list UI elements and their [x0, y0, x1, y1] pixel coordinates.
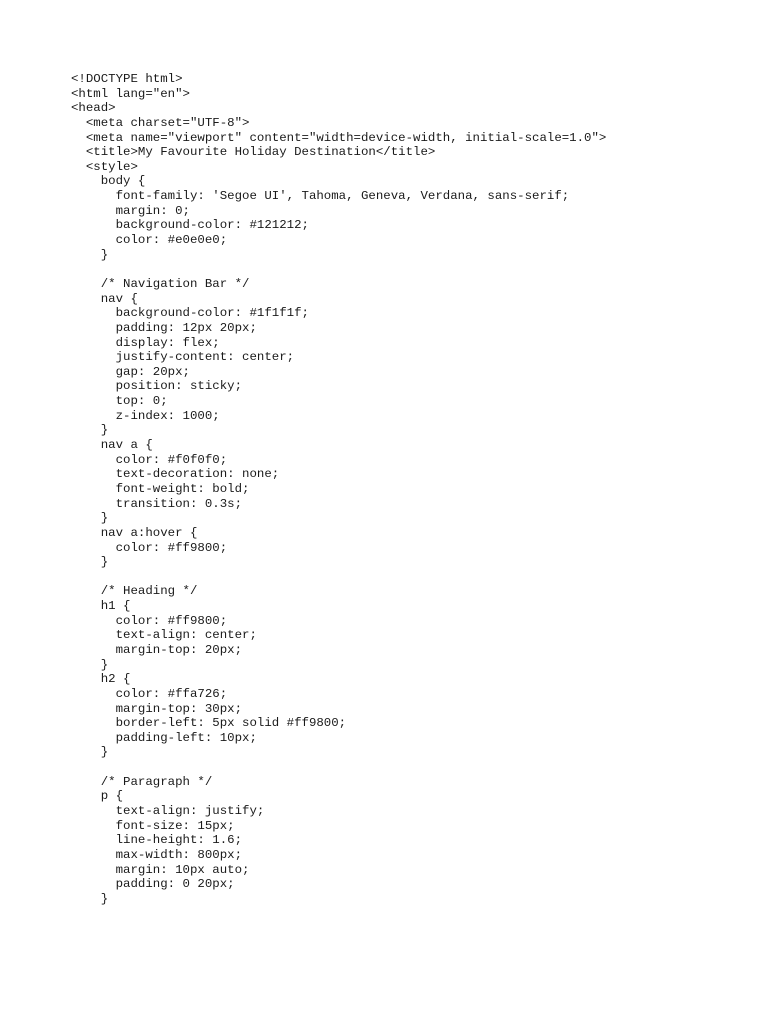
- code-line: [71, 262, 731, 277]
- code-line: margin: 10px auto;: [71, 862, 250, 877]
- code-line: <html lang="en">: [71, 86, 190, 101]
- code-line: }: [71, 745, 109, 760]
- code-line: color: #f0f0f0;: [71, 452, 228, 467]
- code-line: <title>My Favourite Holiday Destination</title>: [71, 145, 436, 160]
- code-line: margin: 0;: [71, 203, 190, 218]
- code-line: }: [71, 891, 109, 906]
- code-line: max-width: 800px;: [71, 847, 243, 862]
- code-line: font-weight: bold;: [71, 481, 250, 496]
- code-line: <meta charset="UTF-8">: [71, 115, 250, 130]
- code-line: position: sticky;: [71, 379, 243, 394]
- code-line: font-size: 15px;: [71, 818, 235, 833]
- code-line: }: [71, 511, 109, 526]
- code-line: nav a:hover {: [71, 525, 198, 540]
- code-line: z-index: 1000;: [71, 408, 220, 423]
- code-line: color: #e0e0e0;: [71, 233, 228, 248]
- code-line: <!DOCTYPE html>: [71, 72, 183, 86]
- code-line: [71, 570, 731, 585]
- code-line: color: #ff9800;: [71, 540, 228, 555]
- code-line: }: [71, 657, 109, 672]
- code-line: background-color: #1f1f1f;: [71, 306, 309, 321]
- code-line: text-decoration: none;: [71, 467, 280, 482]
- code-line: [71, 907, 731, 922]
- code-line: color: #ffa726;: [71, 686, 228, 701]
- code-line: h1 {: [71, 599, 131, 614]
- code-line: <head>: [71, 101, 116, 116]
- code-listing: [71, 72, 731, 921]
- code-line: }: [71, 555, 109, 570]
- code-line: justify-content: center;: [71, 350, 295, 365]
- code-line: [71, 760, 731, 775]
- code-line: background-color: #121212;: [71, 218, 309, 233]
- code-line: padding: 0 20px;: [71, 877, 235, 892]
- code-line: }: [71, 247, 109, 262]
- code-line: nav {: [71, 291, 138, 306]
- code-line: padding: 12px 20px;: [71, 320, 257, 335]
- code-line: text-align: center;: [71, 628, 257, 643]
- code-line: line-height: 1.6;: [71, 833, 243, 848]
- code-line: margin-top: 20px;: [71, 642, 243, 657]
- code-line: /* Paragraph */: [71, 774, 213, 789]
- code-line: gap: 20px;: [71, 364, 190, 379]
- code-line: text-align: justify;: [71, 804, 265, 819]
- code-line: nav a {: [71, 438, 153, 453]
- code-line: border-left: 5px solid #ff9800;: [71, 716, 347, 731]
- code-line: /* Heading */: [71, 584, 198, 599]
- code-line: body {: [71, 174, 146, 189]
- code-line: display: flex;: [71, 335, 220, 350]
- code-line: <style>: [71, 159, 138, 174]
- code-line: font-family: 'Segoe UI', Tahoma, Geneva, Verdana, sans-serif;: [71, 189, 570, 204]
- code-line: <meta name="viewport" content="width=device-width, initial-scale=1.0">: [71, 130, 607, 145]
- code-line: top: 0;: [71, 394, 168, 409]
- code-line: padding-left: 10px;: [71, 730, 257, 745]
- code-line: margin-top: 30px;: [71, 701, 243, 716]
- code-line: h2 {: [71, 672, 131, 687]
- code-line: color: #ff9800;: [71, 613, 228, 628]
- code-line: p {: [71, 789, 124, 804]
- code-line: }: [71, 423, 109, 438]
- code-line: /* Navigation Bar */: [71, 276, 250, 291]
- code-line: transition: 0.3s;: [71, 496, 243, 511]
